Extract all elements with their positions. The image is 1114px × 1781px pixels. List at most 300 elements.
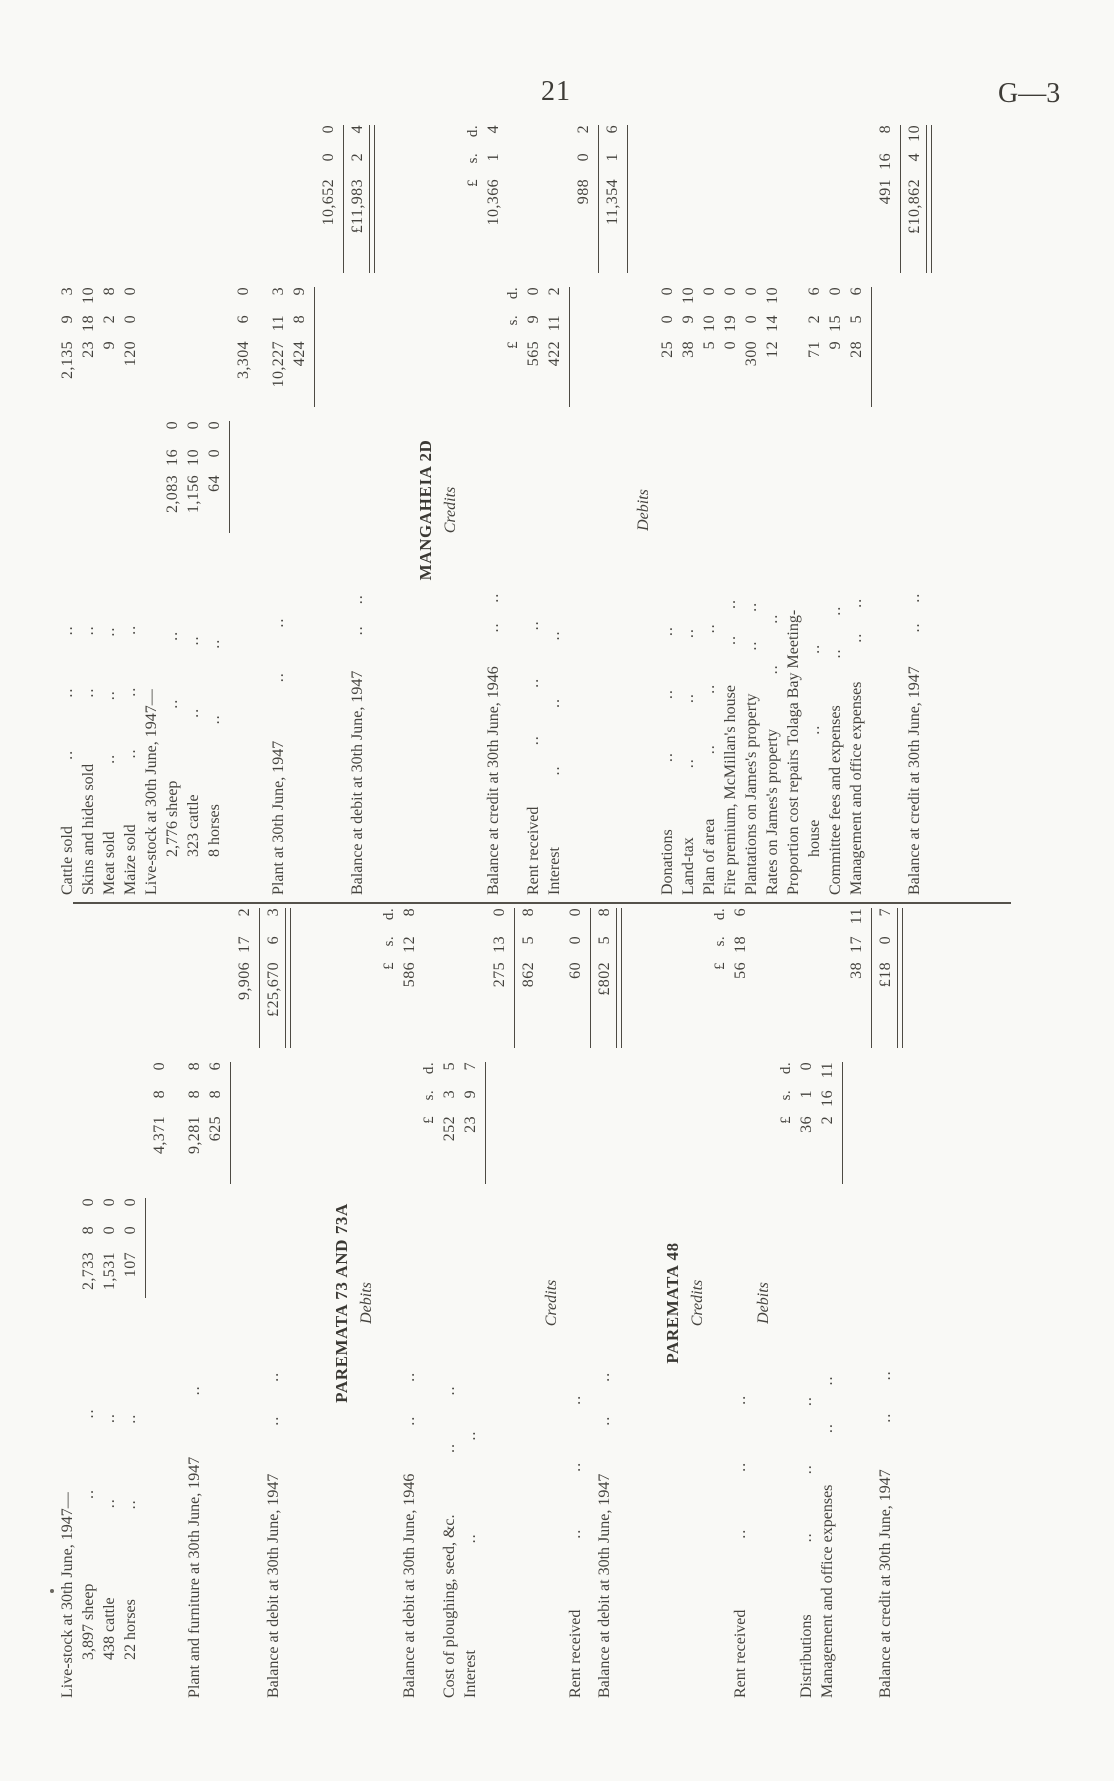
amount-col-b [314, 287, 315, 407]
amount-pounds: 300 [743, 341, 760, 367]
amount-pence: 10 [80, 287, 97, 304]
ledger-row [233, 125, 254, 895]
row-label: Fire premium, McMillan's house [722, 685, 739, 895]
amount-col-c [234, 908, 255, 1048]
amount-col-c [285, 908, 291, 1048]
ledger-row [420, 908, 439, 1698]
amount-pounds: £11,983 [349, 179, 366, 234]
leader-dots [565, 1312, 586, 1610]
amount-shillings: 17 [848, 936, 865, 953]
leader-dot-group: .. [164, 630, 181, 641]
amount-col-b [289, 287, 310, 407]
leader-dots [399, 1312, 420, 1474]
amount-col-b [233, 287, 254, 407]
leader-dot-group: .. [806, 643, 823, 654]
leader-dot-group: .. [798, 1532, 815, 1543]
ledger-row [460, 908, 481, 1698]
amount-col-b [268, 287, 289, 407]
row-label: Cost of ploughing, seed, &c. [441, 1514, 458, 1698]
amount-shillings: 0 [101, 1226, 118, 1235]
col-header-pence: d. [381, 908, 397, 921]
amount-pence: 0 [567, 908, 584, 917]
leader-dots [183, 547, 204, 794]
leader-dots [657, 547, 678, 829]
amount-col-c [897, 908, 903, 1048]
amount-col-c [590, 908, 591, 1048]
row-label: Balance at credit at 30th June, 1946 [485, 666, 502, 895]
leader-dots [120, 547, 141, 824]
double-total-rule [285, 908, 291, 1048]
col-header-shillings: s. [712, 936, 728, 947]
leader-dot-group: .. [80, 1408, 97, 1419]
amount-col-b [825, 287, 846, 407]
row-label: Maize sold [122, 824, 139, 895]
column-rule [590, 908, 591, 1048]
ledger-row [141, 125, 162, 895]
amount-pence: 8 [520, 908, 537, 917]
leader-dot-group: .. [101, 753, 118, 764]
amount-pounds: 36 [798, 1116, 815, 1133]
amount-shillings: 10 [185, 449, 202, 466]
leader-dot-group: .. [401, 1415, 418, 1426]
amount-shillings: 8 [151, 1090, 168, 1099]
leader-dots [460, 1312, 481, 1650]
ledger-row [875, 125, 896, 895]
ledger-row [439, 908, 460, 1698]
ledger-row [120, 908, 141, 1698]
leader-dot-group: .. [185, 707, 202, 718]
rule-row [565, 125, 573, 895]
ledger-row [825, 125, 846, 895]
amount-pounds: 2,083 [164, 475, 181, 513]
col-header-pounds: £ [421, 1116, 437, 1124]
amount-col-b [569, 287, 570, 407]
amount-pence: 4 [349, 125, 366, 134]
leader-dots [817, 1312, 838, 1485]
amount-pounds: 9,281 [186, 1116, 203, 1154]
amount-pence: 0 [122, 1198, 139, 1207]
leader-dot-group: .. [80, 687, 97, 698]
leader-dot-group: .. [732, 1394, 749, 1405]
amount-pounds: 988 [575, 179, 592, 205]
column-rule [569, 287, 570, 407]
ledger-row [846, 908, 867, 1698]
amount-col-b [120, 287, 141, 407]
ledger-row [483, 125, 504, 895]
leader-dot-group: .. [485, 622, 502, 633]
amount-col-c [602, 125, 623, 273]
leader-dot-group: .. [701, 623, 718, 634]
ledger-row [796, 908, 817, 1698]
row-label: Balance at debit at 30th June, 1946 [401, 1473, 418, 1698]
ledger-row [741, 125, 762, 895]
amount-col-b [817, 1062, 838, 1184]
scan-speck [50, 1589, 54, 1593]
leader-dot-group: .. [185, 635, 202, 646]
amount-shillings: 4 [906, 153, 923, 162]
amount-shillings: 13 [491, 936, 508, 953]
leader-dot-group: .. [164, 698, 181, 709]
leader-dots [846, 547, 867, 682]
leader-dot-group: .. [701, 744, 718, 755]
amount-pounds: 56 [732, 962, 749, 979]
amount-pounds: 64 [206, 475, 223, 492]
amount-pence: 4 [485, 125, 502, 134]
rule-row [867, 908, 875, 1698]
amount-shillings: 10 [701, 315, 718, 332]
leader-dot-group: .. [827, 648, 844, 659]
leader-dot-group: .. [827, 605, 844, 616]
amount-pence: 0 [525, 287, 542, 296]
ledger-row [783, 125, 804, 895]
amount-pence: 0 [701, 287, 718, 296]
col-header-pounds: £ [778, 1116, 794, 1124]
amount-col-c [871, 908, 872, 1048]
leader-dot-group: .. [659, 752, 676, 763]
section-label: Debits [635, 489, 652, 531]
leader-dot-group: .. [680, 758, 697, 769]
amount-col-a [229, 421, 230, 533]
amount-col-c [573, 125, 594, 273]
amount-col-a [78, 1198, 99, 1298]
ledger-row [594, 908, 615, 1698]
spacer-row [254, 125, 268, 895]
amount-pounds: 10,227 [270, 341, 287, 388]
ledger-row [204, 125, 225, 895]
amount-pounds: 1,531 [101, 1252, 118, 1290]
section-label: Debits [755, 1282, 772, 1324]
leader-dot-group: .. [567, 1461, 584, 1472]
amount-col-b [184, 1062, 205, 1184]
amount-pounds: 38 [680, 341, 697, 358]
leader-dots [594, 1312, 615, 1474]
amount-col-b [149, 1062, 170, 1184]
amount-col-b [485, 1062, 486, 1184]
leader-dot-group: .. [906, 622, 923, 633]
amount-col-c [318, 125, 339, 273]
ledger-row [78, 125, 99, 895]
amount-pence: 5 [441, 1062, 458, 1071]
amount-col-c [380, 908, 399, 1048]
row-label: Distributions [798, 1614, 815, 1698]
amount-col-b [57, 287, 78, 407]
rule-row [925, 125, 933, 895]
ledger-row [464, 125, 483, 895]
row-label: Balance at debit at 30th June, 1947 [596, 1473, 613, 1698]
amount-pence: 0 [659, 287, 676, 296]
ledger-row [720, 125, 741, 895]
leader-dot-group: .. [59, 749, 76, 760]
ledger-row [544, 125, 565, 895]
rule-row [896, 908, 904, 1698]
ledger-row [657, 125, 678, 895]
ledger-row [57, 908, 78, 1698]
rule-row [896, 125, 904, 895]
amount-pence: 0 [122, 287, 139, 296]
leader-dot-group: .. [101, 1498, 118, 1509]
amount-pence: 0 [320, 125, 337, 134]
col-header-shillings: s. [421, 1090, 437, 1101]
amount-col-c [598, 125, 599, 273]
ledger-debit-side [57, 908, 904, 1700]
amount-shillings: 8 [186, 1090, 203, 1099]
amount-pounds: 10,366 [485, 179, 502, 226]
leader-dots [483, 547, 504, 666]
amount-pence: 11 [819, 1062, 836, 1079]
amount-col-b [78, 287, 99, 407]
amount-col-b [205, 1062, 226, 1184]
amount-pounds: 0 [722, 341, 739, 350]
amount-col-c [875, 908, 896, 1048]
amount-pence: 0 [235, 287, 252, 296]
col-header-pounds: £ [381, 962, 397, 970]
amount-col-b [842, 1062, 843, 1184]
amount-pounds: 625 [207, 1116, 224, 1142]
amount-pence: 8 [101, 287, 118, 296]
amount-col-a [204, 421, 225, 533]
amount-pounds: 23 [80, 341, 97, 358]
rule-row [255, 908, 263, 1698]
leader-dot-group: .. [122, 1499, 139, 1510]
column-rule [842, 1062, 843, 1184]
leader-dot-group: .. [525, 620, 542, 631]
column-rule [598, 125, 599, 273]
col-header-pence: d. [712, 908, 728, 921]
amount-pence: 10 [680, 287, 697, 304]
leader-dot-group: .. [59, 687, 76, 698]
row-label: Meat sold [101, 831, 118, 895]
ledger-row [184, 908, 205, 1698]
amount-pence: 6 [207, 1062, 224, 1071]
column-rule [514, 908, 515, 1048]
amount-shillings: 2 [349, 153, 366, 162]
ledger-row [817, 908, 838, 1698]
spacer-row [170, 908, 184, 1698]
column-rule [343, 125, 344, 273]
amount-col-b [230, 1062, 231, 1184]
rule-row [141, 908, 149, 1698]
amount-pounds: 107 [122, 1252, 139, 1278]
column-rule [259, 908, 260, 1048]
double-total-rule [369, 125, 375, 273]
amount-col-c [259, 908, 260, 1048]
amount-pence: 0 [151, 1062, 168, 1071]
leader-dots [347, 547, 368, 671]
amount-pounds: 4,371 [151, 1116, 168, 1154]
leader-dot-group: .. [732, 1528, 749, 1539]
row-label: Rent received [567, 1609, 584, 1698]
amount-col-c [711, 908, 730, 1048]
rule-row [284, 908, 292, 1698]
leader-dots [78, 547, 99, 764]
amount-col-c [483, 125, 504, 273]
amount-shillings: 5 [596, 936, 613, 945]
row-label: Interest [462, 1650, 479, 1698]
amount-shillings: 0 [567, 936, 584, 945]
amount-pence: 7 [877, 908, 894, 917]
leader-dot-group: .. [596, 1415, 613, 1426]
ledger-row [762, 125, 783, 895]
leader-dot-group: .. [101, 626, 118, 637]
amount-col-c [518, 908, 539, 1048]
amount-pence: 6 [806, 287, 823, 296]
amount-shillings: 8 [80, 1226, 97, 1235]
leader-dot-group: .. [401, 1371, 418, 1382]
leader-dot-group: .. [798, 1464, 815, 1475]
row-label: Live-stock at 30th June, 1947— [59, 1492, 76, 1698]
leader-dot-group: .. [743, 601, 760, 612]
row-label: Balance at debit at 30th June, 1947 [265, 1473, 282, 1698]
leader-dot-group: .. [567, 1394, 584, 1405]
amount-col-a [145, 1198, 146, 1298]
leader-dot-group: .. [122, 1413, 139, 1424]
amount-shillings: 9 [59, 315, 76, 324]
amount-pounds: £10,862 [906, 179, 923, 234]
amount-pounds: 9,906 [236, 962, 253, 1000]
leader-dot-group: .. [206, 638, 223, 649]
amount-shillings: 12 [401, 936, 418, 953]
amount-col-b [99, 287, 120, 407]
amount-shillings: 0 [122, 315, 139, 324]
amount-pence: 0 [491, 908, 508, 917]
amount-shillings: 18 [80, 315, 97, 332]
amount-col-c [489, 908, 510, 1048]
amount-pounds: 1,156 [185, 475, 202, 513]
ledger-row [565, 908, 586, 1698]
amount-shillings: 0 [659, 315, 676, 324]
col-header-pounds: £ [712, 962, 728, 970]
amount-shillings: 1 [604, 153, 621, 162]
amount-pence: 0 [743, 287, 760, 296]
leader-dot-group: .. [485, 592, 502, 603]
amount-pounds: 422 [546, 341, 563, 367]
rule-row [623, 125, 631, 895]
leader-dot-group: .. [596, 1371, 613, 1382]
leader-dot-group: .. [567, 1528, 584, 1539]
rotated-ledger-sheet [57, 85, 1057, 1700]
row-label: 3,897 sheep [80, 1583, 97, 1660]
ledger-row [573, 125, 594, 895]
amount-shillings: 11 [270, 315, 287, 332]
amount-pence: 6 [604, 125, 621, 134]
column-rule [871, 908, 872, 1048]
amount-col-c [900, 125, 901, 273]
amount-pence: 8 [596, 908, 613, 917]
leader-dot-group: .. [122, 686, 139, 697]
amount-col-b [544, 287, 565, 407]
amount-pence: 6 [848, 287, 865, 296]
leader-dot-group: .. [680, 693, 697, 704]
col-header-pence: d. [421, 1062, 437, 1075]
ledger-row [699, 125, 720, 895]
leader-dots [439, 1312, 460, 1514]
column-rule [145, 1198, 146, 1298]
amount-pounds: 38 [848, 962, 865, 979]
row-label: Balance at debit at 30th June, 1947 [349, 670, 366, 895]
row-label: Rent received [732, 1609, 749, 1698]
ledger-row [678, 125, 699, 895]
leader-dot-group: .. [848, 597, 865, 608]
amount-pounds: 2,733 [80, 1252, 97, 1290]
leader-dot-group: .. [659, 626, 676, 637]
amount-pounds: 11,354 [604, 179, 621, 225]
col-header-shillings: s. [381, 936, 397, 947]
amount-shillings: 9 [525, 315, 542, 324]
amount-pounds: 565 [525, 341, 542, 367]
amount-shillings: 8 [207, 1090, 224, 1099]
row-label: 2,776 sheep [164, 780, 181, 857]
amount-col-c [399, 908, 420, 1048]
leader-dots [57, 547, 78, 826]
amount-col-c [904, 125, 925, 273]
row-label: Balance at credit at 30th June, 1947 [906, 666, 923, 895]
ledger-row [120, 125, 141, 895]
amount-col-a [120, 1198, 141, 1298]
amount-pounds: 120 [122, 341, 139, 367]
account-heading: MANGAHEIA 2D [416, 439, 435, 581]
leader-dot-group: .. [349, 625, 366, 636]
amount-shillings: 0 [743, 315, 760, 324]
amount-col-b [504, 287, 523, 407]
amount-col-c [926, 125, 932, 273]
amount-shillings: 18 [732, 936, 749, 953]
ledger-row [380, 908, 399, 1698]
rule-row [510, 908, 518, 1698]
account-block [414, 125, 933, 895]
ledger-row [289, 125, 310, 895]
row-label: Skins and hides sold [80, 763, 97, 895]
amount-pence: 3 [270, 287, 287, 296]
amount-pence: 2 [546, 287, 563, 296]
amount-col-a [183, 421, 204, 533]
amount-shillings: 2 [101, 315, 118, 324]
amount-pounds: 862 [520, 962, 537, 988]
row-label: Plan of area [701, 818, 718, 895]
ledger-row [875, 908, 896, 1698]
amount-pence: 8 [877, 125, 894, 134]
amount-pence: 8 [186, 1062, 203, 1071]
ledger-row [183, 125, 204, 895]
leader-dots [904, 547, 925, 666]
double-total-rule [926, 125, 932, 273]
leader-dots [796, 1312, 817, 1614]
amount-shillings: 5 [848, 315, 865, 324]
amount-col-b [741, 287, 762, 407]
amount-col-b [420, 1062, 439, 1184]
amount-shillings: 6 [265, 936, 282, 945]
double-total-rule [897, 908, 903, 1048]
section-label: Credits [442, 486, 459, 534]
row-label: Live-stock at 30th June, 1947— [143, 689, 160, 895]
rule-row [586, 908, 594, 1698]
ledger-row [78, 908, 99, 1698]
leader-dot-group: .. [877, 1412, 894, 1423]
rule-row [481, 908, 489, 1698]
ledger-row [518, 908, 539, 1698]
leader-dot-group: .. [764, 664, 781, 675]
leader-dots [162, 547, 183, 781]
amount-pounds: 10,652 [320, 179, 337, 226]
row-label: 22 horses [122, 1599, 139, 1660]
amount-shillings: 16 [819, 1090, 836, 1107]
row-label: Rates on James's property [764, 729, 781, 895]
amount-pounds: 424 [291, 341, 308, 367]
leader-dot-group: .. [80, 1489, 97, 1500]
col-header-shillings: s. [505, 315, 521, 326]
leader-dot-group: .. [659, 689, 676, 700]
amount-col-c [627, 125, 628, 273]
amount-shillings: 2 [806, 315, 823, 324]
